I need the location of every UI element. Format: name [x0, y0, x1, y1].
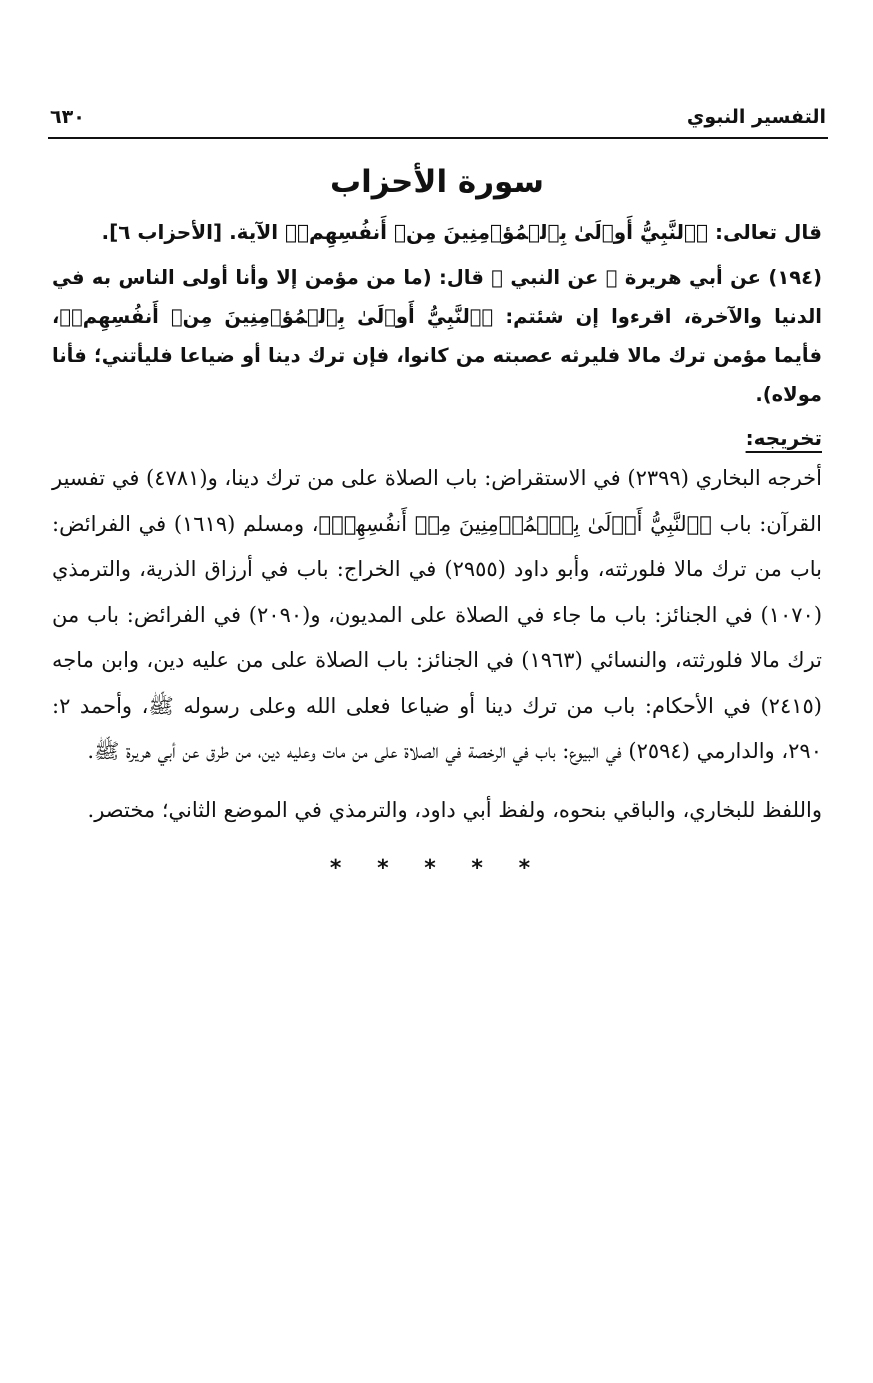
- running-header-title: التفسير النبوي: [686, 106, 826, 128]
- running-header: [50, 100, 826, 136]
- header-divider: [48, 137, 828, 139]
- hadith-text: (١٩٤) عن أبي هريرة ﷺ عن النبي ﷺ قال: (ما من مؤمن إلا وأنا أولى الناس به في الدنيا والآخرة، اقرءوا إن شئتم: ﴿ٱلنَّبِيُّ أَوۡلَىٰ بِٱلۡمُؤۡمِنِينَ مِنۡ أَنفُسِهِمۡ﴾، فأيما مؤمن ترك مالا فليرثه عصبته من كانوا، فإن ترك دينا أو ضياعا فليأتني؛ فأنا مولاه).: [52, 266, 822, 406]
- takhrij-text: أخرجه البخاري (٢٣٩٩) في الاستقراض: باب الصلاة على من ترك دينا، و(٤٧٨١) في تفسير القرآن: باب ﴿ٱلنَّبِيُّ أَوۡلَىٰ بِٱلۡمُؤۡمِنِينَ مِنۡ أَنفُسِهِمۡ﴾، ومسلم (١٦١٩) في الفرائض: باب من ترك مالا فلورثته، وأبو داود (٢٩٥٥) في الخراج: باب في أرزاق الذرية، والترمذي (١٠٧٠) في الجنائز: باب ما جاء في الصلاة على المديون، و(٢٠٩٠) في الفرائض: باب من ترك مالا فلورثته، والنسائي (١٩٦٣) في الجنائز: باب الصلاة على من عليه دين، وابن ماجه (٢٤١٥) في الأحكام: باب من ترك دينا أو ضياعا فعلى الله وعلى رسوله ﷺ، وأحمد ٢: ٢٩٠، والدارمي (٢٥٩٤) في البيوع: باب في الرخصة في الصلاة على من مات وعليه دين، من طرق عن أبي هريرة ﷺ.: [52, 466, 823, 763]
- takhrij-heading: تخريجه:: [745, 426, 822, 450]
- verse-citation: قال تعالى: ﴿ٱلنَّبِيُّ أَوۡلَىٰ بِٱلۡمُؤۡمِنِينَ مِنۡ أَنفُسِهِمۡ﴾ الآية. [الأحزاب ٦].: [101, 220, 822, 244]
- page-number: ٦٣٠: [50, 106, 85, 128]
- wording-note: واللفظ للبخاري، والباقي بنحوه، ولفظ أبي داود، والترمذي في الموضع الثاني؛ مختصر.: [87, 797, 822, 822]
- page-body: [52, 160, 822, 881]
- surah-title: سورة الأحزاب: [330, 164, 544, 200]
- section-separator: * * * * *: [329, 855, 545, 881]
